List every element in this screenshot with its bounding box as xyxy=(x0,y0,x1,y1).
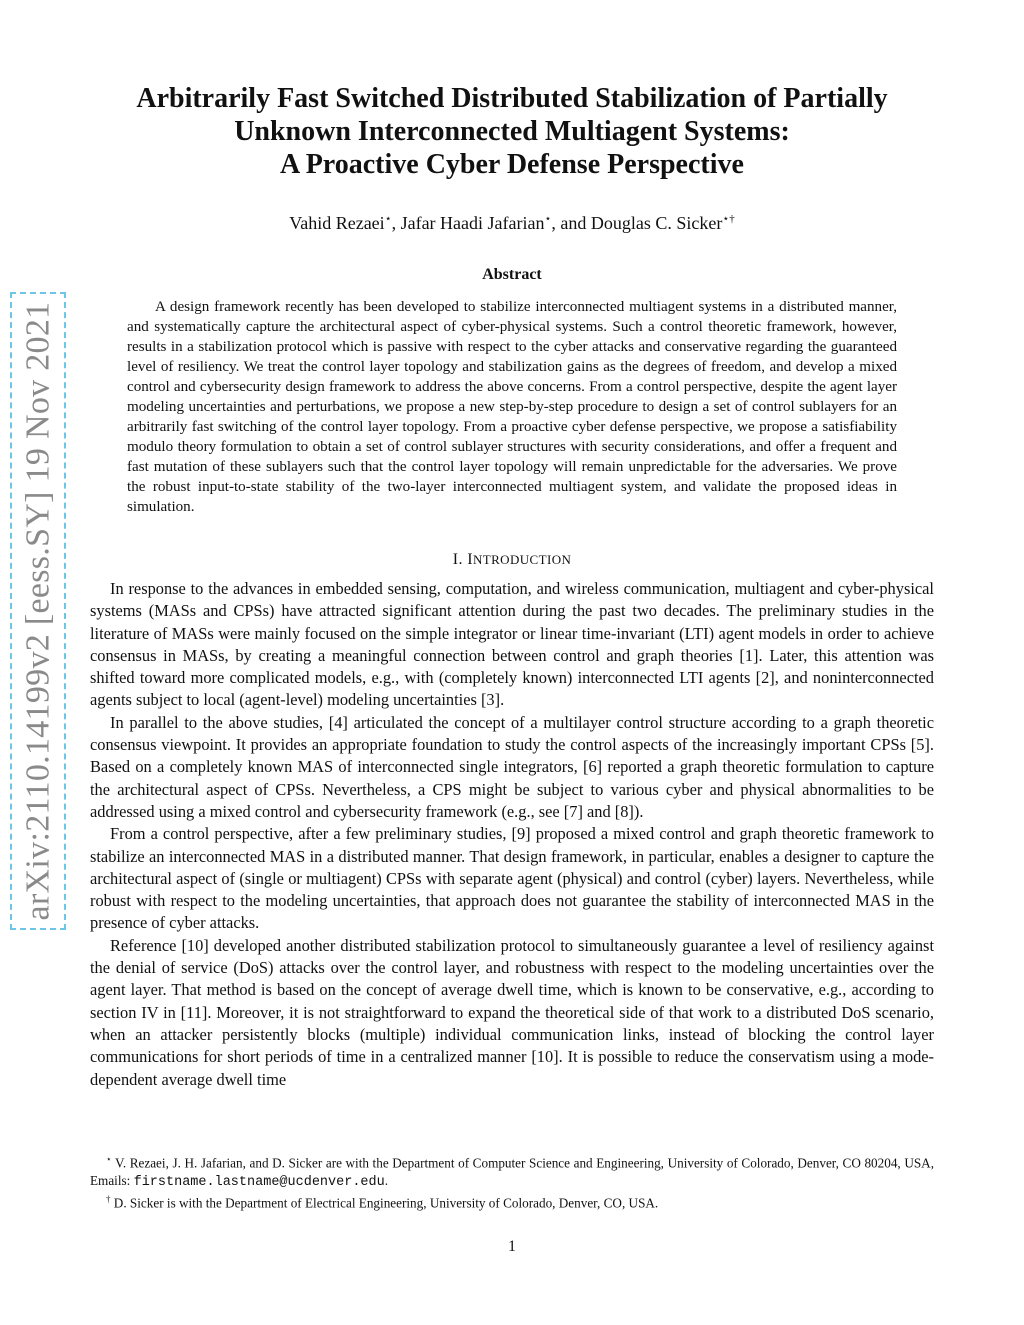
footnote-mark: † xyxy=(106,1194,111,1205)
section-heading xyxy=(90,551,934,569)
affiliation-mark: ⋆ xyxy=(544,213,552,225)
footnote-text: D. Sicker is with the Department of Electrical Engineering, University of Colorado, Denver, CO, USA. xyxy=(110,1195,659,1211)
author-list xyxy=(90,212,934,234)
body-paragraph: Reference [10] developed another distributed stabilization protocol to simultaneously guarantee a level of resiliency against the denial of service (DoS) attacks over the control layer, and robustness with respect to the modeling uncertainties over the agent layer. That method is based on the concept of average dwell time, which is known to be conservative, e.g., according to section IV in [11]. Moreover, it is not straightforward to expand the theoretical side of that work to a distributed DoS scenario, when an attacker persistently blocks (multiple) individual communication links, instead of blocking the control layer communications for short periods of time in a centralized manner [10]. It is possible to reduce the conservatism using a mode-dependent average dwell time xyxy=(90,935,934,1089)
footnote-text: V. Rezaei, J. H. Jafarian, and D. Sicker are with the Department of Computer Science and Engineering, University of Colorado, Denver, CO 80204, USA, Emails: xyxy=(90,1155,934,1188)
section-number: I. xyxy=(452,551,468,568)
footnote-email: firstname.lastname@ucdenver.edu xyxy=(133,1174,385,1190)
section-title-rest: NTRODUCTION xyxy=(472,552,572,567)
footnote xyxy=(90,1151,934,1191)
author-name: Vahid Rezaei xyxy=(289,213,385,233)
author-separator: , xyxy=(391,213,401,233)
title-line: Arbitrarily Fast Switched Distributed Stabilization of Partially xyxy=(136,83,888,114)
footnote-end: . xyxy=(384,1172,389,1188)
title-line: Unknown Interconnected Multiagent Systems: xyxy=(234,116,790,147)
footnotes xyxy=(90,1151,934,1212)
author-name: Jafar Haadi Jafarian xyxy=(400,213,545,233)
author-name: Douglas C. Sicker xyxy=(590,213,723,233)
affiliation-mark: ⋆† xyxy=(722,213,735,225)
arxiv-stamp xyxy=(10,292,66,930)
footnote xyxy=(90,1191,934,1212)
arxiv-id: arXiv:2110.14199v2 [eess.SY] 19 Nov 2021 xyxy=(19,301,56,921)
body-paragraph: In parallel to the above studies, [4] articulated the concept of a multilayer control structure according to a graph theoretic consensus viewpoint. It provides an appropriate foundation to study the control aspects of the increasingly important CPSs [5]. Based on a completely known MAS of interconnected single integrators, [6] reported a graph theoretic formulation to capture the architectural aspect of CPSs. Nevertheless, a CPS might be subject to various cyber and physical abnormalities to be addressed using a mixed control and cybersecurity framework (e.g., see [7] and [8]). xyxy=(90,712,934,821)
body-paragraph: In response to the advances in embedded sensing, computation, and wireless communication, multiagent and cyber-physical systems (MASs and CPSs) have attracted significant attention during the past two decades. The preliminary studies in the literature of MASs were mainly focused on the simple integrator or linear time-invariant (LTI) agent models in order to achieve consensus in MASs, by creating a meaningful connection between control and graph theories [1]. Later, this attention was shifted toward more complicated models, e.g., with (completely known) interconnected LTI agents [2], and noninterconnected agents subject to local (agent-level) modeling uncertainties [3]. xyxy=(90,579,934,710)
footnote-mark: ⋆ xyxy=(106,1154,112,1164)
author-separator: , and xyxy=(551,213,591,233)
title-line: A Proactive Cyber Defense Perspective xyxy=(280,149,744,180)
abstract-heading: Abstract xyxy=(482,266,542,283)
body-paragraph: From a control perspective, after a few preliminary studies, [9] proposed a mixed control and graph theoretic framework to stabilize an interconnected MAS in a distributed manner. That design framework, in particular, enables a designer to capture the architectural aspect of (single or multiagent) CPSs with separate agent (physical) and control (cyber) layers. Nevertheless, while robust with respect to the modeling uncertainties, that approach does not guarantee the stability of interconnected MAS in the presence of cyber attacks. xyxy=(90,824,934,933)
introduction-body xyxy=(90,578,934,1091)
affiliation-mark: ⋆ xyxy=(384,213,392,225)
section-initial: I xyxy=(467,551,473,568)
page-number: 1 xyxy=(508,1238,516,1255)
abstract-text: A design framework recently has been developed to stabilize interconnected multiagent systems in a distributed manner, and systematically capture the architectural aspect of cyber-physical systems. Such a control theoretic framework, however, results in a stabilization protocol which is passive with respect to the cyber attacks and conservative regarding the guaranteed level of resiliency. We treat the control layer topology and stabilization gains as the degrees of freedom, and develop a mixed control and cybersecurity design framework to address the above concerns. From a control perspective, despite the agent layer modeling uncertainties and perturbations, we propose a new step-by-step procedure to design a set of control sublayers for an arbitrarily fast switching of the control layer topology. From a proactive cyber defense perspective, we propose a satisfiability modulo theory formulation to obtain a set of control sublayer structures with security considerations, and offer a frequent and fast mutation of these sublayers such that the control layer topology will remain unpredictable for the adversaries. We prove the robust input-to-state stability of the two-layer interconnected multiagent system, and validate the proposed ideas in simulation. xyxy=(127,299,897,515)
paper-title xyxy=(90,82,934,181)
